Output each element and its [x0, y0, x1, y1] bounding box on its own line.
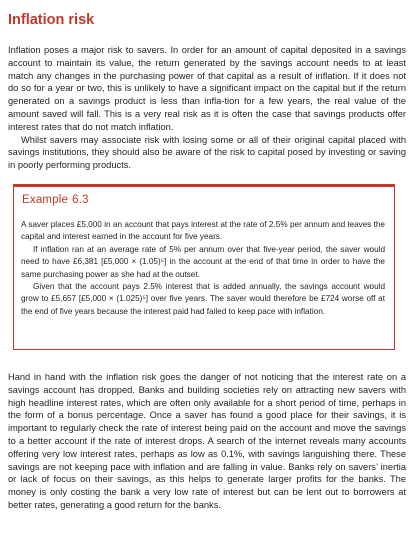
section-heading: Inflation risk	[8, 12, 95, 28]
example-paragraph-2: If inflation ran at an average rate of 5% per annum over that five-year period, the saver would need to have £6,381 [£5,000 × (1.05)⁵] in the account at the end of that time in order to have the same purchasing power as she had at the outset.	[21, 244, 385, 279]
example-number: 6.3	[72, 194, 89, 206]
aftermath-text	[8, 371, 406, 512]
example-label: Example	[22, 194, 69, 206]
example-text	[21, 219, 385, 318]
example-heading	[22, 194, 89, 206]
example-paragraph-3: Given that the account pays 2.5% interest that is added annually, the savings account would grow to £5,657 [£5,000 × (1.025)⁵] over five years. The saver would therefore be £724 worse off at the end of five years because the interest paid had failed to keep pace with inflation.	[21, 282, 385, 316]
example-box	[13, 185, 395, 350]
example-paragraph-1: A saver places £5,000 in an account that pays interest at the rate of 2.5% per annum and leaves the capital and interest earned in the account for five years.	[21, 220, 385, 242]
intro-paragraph-2: Whilst savers may associate risk with losing some or all of their original capital placed with savings institutions, they should also be aware of the risk to capital posed by investing or saving in poorly performing products.	[8, 134, 406, 171]
aftermath-paragraph-1: Hand in hand with the inflation risk goes the danger of not noticing that the interest rate on a savings account has dropped. Banks and building societies rely on attracting new savers with high headline interest rates, which are often only available for a short period of time, perhaps in the form of a bonus percentage. Once a saver has found a good place for their savings, it is important to regularly check the rate of interest being paid on the account and move the savings to a better account if the rate of interest drops. A search of the internet reveals many accounts offering very low interest rates, perhaps as low as 0.1%, with savings languishing there. These savings are not keeping pace with inflation and are falling in value. Banks rely on savers’ inertia or lack of focus on their savings, as this helps to generate larger profits for the banks. The money is only costing the bank a very low rate of interest but can be lent out to borrowers at better rates, generating a good return for the banks.	[8, 372, 406, 510]
intro-paragraph-1: Inflation poses a major risk to savers. In order for an amount of capital deposited in a savings account to maintain its value, the return generated by the savings account needs to at least match any changes in the purchasing power of that capital as a result of inflation. If it does not do so for a year or two, this is unlikely to have a significant impact on the capital but if the return generated on a savings product is less than infla-tion for a few years, the real value of the amount saved will fall. This is a very real risk as it is often the case that savings products offer interest rates that do not match inflation.	[8, 45, 406, 132]
intro-text	[8, 44, 406, 172]
